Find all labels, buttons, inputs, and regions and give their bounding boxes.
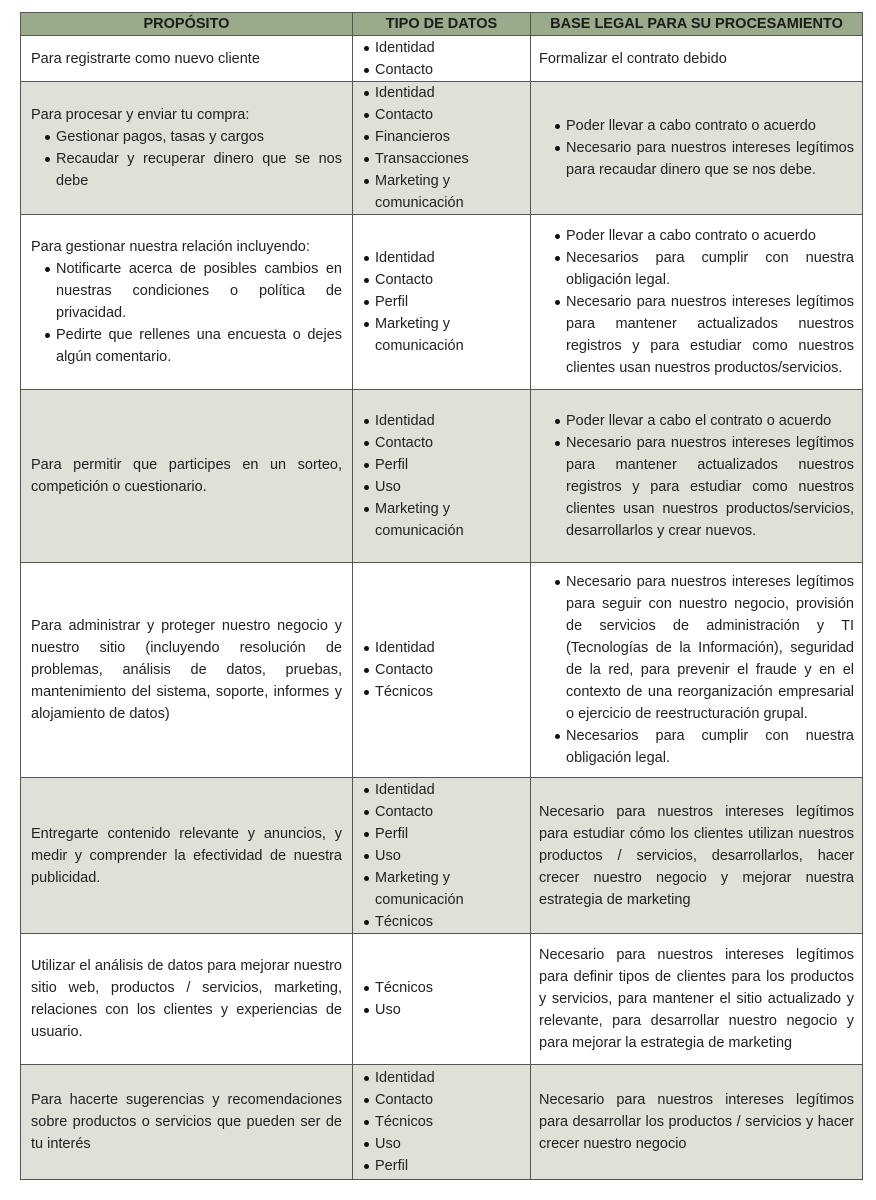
data-types-list (364, 82, 524, 214)
bullet-icon (364, 463, 369, 468)
bullet-icon (364, 322, 369, 327)
legal-basis-cell (531, 778, 863, 934)
bullet-icon (364, 1120, 369, 1125)
data-type-item-text: Identidad (375, 85, 435, 101)
bullet-icon (364, 113, 369, 118)
purpose-text: Para permitir que participes en un sorteo, competición o cuestionario. (31, 457, 342, 495)
bullet-icon (364, 46, 369, 51)
data-type-item (364, 313, 524, 357)
data-type-item-text: Marketing y comunicación (375, 869, 464, 908)
bullet-icon (364, 91, 369, 96)
data-type-item (364, 1067, 524, 1089)
table-row (21, 934, 863, 1065)
data-type-item (364, 659, 524, 681)
purpose-list-item (45, 126, 342, 148)
bullet-icon (364, 300, 369, 305)
data-type-item-text: Contacto (375, 662, 434, 678)
bullet-icon (45, 157, 50, 162)
purpose-text: Utilizar el análisis de datos para mejorar nuestro sitio web, productos / servicios, marketing, relaciones con los clientes y experiencias de usuario. (31, 958, 342, 1040)
legal-basis-item (555, 115, 854, 137)
bullet-icon (555, 146, 560, 151)
legal-basis-text: Formalizar el contrato debido (539, 50, 727, 67)
purpose-text: Para procesar y enviar tu compra: (31, 107, 250, 123)
purpose-list-item (45, 258, 342, 324)
legal-basis-item (555, 247, 854, 291)
data-type-item (364, 1155, 524, 1177)
data-type-item (364, 170, 524, 214)
data-types-cell (353, 934, 531, 1065)
table-row (21, 778, 863, 934)
bullet-icon (555, 419, 560, 424)
bullet-icon (555, 734, 560, 739)
data-processing-table (20, 12, 863, 1180)
table-row (21, 82, 863, 215)
data-type-item (364, 476, 524, 498)
bullet-icon (364, 920, 369, 925)
data-types-cell (353, 82, 531, 215)
data-type-item-text: Perfil (375, 1158, 409, 1174)
data-type-item-text: Perfil (375, 457, 409, 473)
legal-basis-list (539, 571, 854, 769)
bullet-icon (364, 157, 369, 162)
purpose-list-item (45, 148, 342, 192)
table-row (21, 1065, 863, 1180)
data-type-item (364, 269, 524, 291)
data-type-item-text: Técnicos (375, 980, 434, 996)
data-type-item-text: Uso (375, 847, 401, 864)
data-type-item-text: Identidad (375, 1070, 435, 1086)
bullet-icon (364, 690, 369, 695)
legal-basis-item-text: Necesarios para cumplir con nuestra obligación legal. (566, 250, 854, 288)
purpose-cell (21, 36, 353, 82)
purpose-cell (21, 390, 353, 563)
purpose-list-item-text: Pedirte que rellenes una encuesta o dejes algún comentario. (56, 327, 342, 365)
data-type-item-text: Contacto (375, 435, 434, 451)
legal-basis-cell (531, 1065, 863, 1180)
legal-basis-cell (531, 390, 863, 563)
legal-basis-item (555, 225, 854, 247)
purpose-cell (21, 563, 353, 778)
data-types-list (364, 637, 524, 703)
bullet-icon (555, 256, 560, 261)
legal-basis-item (555, 725, 854, 769)
data-types-cell (353, 215, 531, 390)
purpose-text: Para administrar y proteger nuestro negocio y nuestro sitio (incluyendo resolución de problemas, análisis de datos, pruebas, mantenimiento del sistema, soporte, informes y alojamiento de datos) (31, 618, 342, 722)
table-row (21, 390, 863, 563)
data-type-item (364, 148, 524, 170)
data-type-item (364, 104, 524, 126)
data-type-item (364, 911, 524, 933)
bullet-icon (45, 135, 50, 140)
bullet-icon (364, 256, 369, 261)
bullet-icon (364, 179, 369, 184)
data-type-item-text: Uso (375, 1002, 401, 1018)
data-type-item (364, 977, 524, 999)
legal-basis-cell (531, 82, 863, 215)
legal-basis-item (555, 410, 854, 432)
data-type-item-text: Técnicos (375, 1114, 434, 1130)
purpose-text: Para gestionar nuestra relación incluyendo: (31, 239, 310, 255)
data-type-item-text: Perfil (375, 294, 409, 310)
data-type-item-text: Contacto (375, 107, 434, 123)
bullet-icon (364, 441, 369, 446)
table-row (21, 36, 863, 82)
data-type-item (364, 1111, 524, 1133)
legal-basis-item (555, 571, 854, 725)
bullet-icon (555, 580, 560, 585)
data-type-item-text: Contacto (375, 1092, 434, 1108)
data-type-item (364, 82, 524, 104)
bullet-icon (364, 832, 369, 837)
data-type-item (364, 637, 524, 659)
bullet-icon (364, 507, 369, 512)
data-type-item-text: Identidad (375, 781, 435, 798)
legal-basis-item (555, 137, 854, 181)
data-types-cell (353, 563, 531, 778)
bullet-icon (364, 854, 369, 859)
data-type-item (364, 432, 524, 454)
data-type-item (364, 291, 524, 313)
bullet-icon (555, 234, 560, 239)
purpose-cell (21, 934, 353, 1065)
legal-basis-item (555, 291, 854, 379)
data-type-item (364, 247, 524, 269)
bullet-icon (555, 441, 560, 446)
data-type-item-text: Identidad (375, 413, 435, 429)
data-type-item-text: Técnicos (375, 684, 434, 700)
legal-basis-item-text: Necesario para nuestros intereses legítimos para seguir con nuestro negocio, provisión de servicios de administración y TI (Tecnologías de la Información), seguridad de la red, para prevenir el fraude y en el contexto de una reorganización empresarial o ejercicio de reestructuración grupal. (566, 574, 854, 722)
data-type-item (364, 126, 524, 148)
bullet-icon (555, 300, 560, 305)
data-types-cell (353, 1065, 531, 1180)
bullet-icon (364, 1008, 369, 1013)
legal-basis-text: Necesario para nuestros intereses legítimos para estudiar cómo los clientes utilizan nuestros productos / servicios, desarrollarlos, hacer crecer nuestro negocio y mejorar nuestra estrategia de marketing (539, 803, 854, 908)
data-type-item (364, 59, 524, 81)
bullet-icon (364, 788, 369, 793)
bullet-icon (364, 278, 369, 283)
legal-basis-item-text: Necesarios para cumplir con nuestra obligación legal. (566, 728, 854, 766)
data-type-item-text: Técnicos (375, 913, 434, 930)
purpose-text: Para hacerte sugerencias y recomendaciones sobre productos o servicios que pueden ser de tu interés (31, 1092, 342, 1152)
data-type-item-text: Uso (375, 479, 401, 495)
legal-basis-item (555, 432, 854, 542)
data-types-list (364, 977, 524, 1021)
legal-basis-item-text: Necesario para nuestros intereses legítimos para mantener actualizados nuestros registros y para estudiar como nuestros clientes usan nuestros productos/servicios. (566, 294, 854, 376)
bullet-icon (364, 419, 369, 424)
data-type-item-text: Perfil (375, 825, 409, 842)
data-type-item (364, 845, 524, 867)
legal-basis-cell (531, 934, 863, 1065)
data-type-item (364, 823, 524, 845)
bullet-icon (364, 1098, 369, 1103)
legal-basis-item-text: Necesario para nuestros intereses legítimos para recaudar dinero que se nos debe. (566, 140, 854, 178)
data-types-cell (353, 390, 531, 563)
bullet-icon (45, 333, 50, 338)
data-type-item (364, 498, 524, 542)
bullet-icon (364, 810, 369, 815)
data-types-list (364, 1067, 524, 1177)
purpose-text: Entregarte contenido relevante y anuncios, y medir y comprender la efectividad de nuestra publicidad. (31, 825, 342, 886)
purpose-cell (21, 1065, 353, 1180)
data-types-cell (353, 36, 531, 82)
data-type-item (364, 1089, 524, 1111)
table-row (21, 215, 863, 390)
data-type-item-text: Contacto (375, 803, 434, 820)
data-type-item (364, 681, 524, 703)
purpose-list-item-text: Recaudar y recuperar dinero que se nos debe (56, 151, 342, 189)
header-data-types: TIPO DE DATOS (353, 13, 531, 36)
legal-basis-list (539, 410, 854, 542)
data-type-item (364, 867, 524, 911)
data-type-item (364, 1133, 524, 1155)
purpose-text: Para registrarte como nuevo cliente (31, 50, 260, 67)
data-type-item-text: Marketing y comunicación (375, 316, 464, 354)
legal-basis-item-text: Necesario para nuestros intereses legítimos para mantener actualizados nuestros registros y para estudiar como nuestros clientes usan nuestros productos/servicios, desarrollarlos y crear nuevos. (566, 435, 854, 539)
table-header-row (21, 13, 863, 36)
data-type-item-text: Identidad (375, 640, 435, 656)
data-type-item-text: Contacto (375, 272, 434, 288)
data-type-item (364, 454, 524, 476)
legal-basis-item-text: Poder llevar a cabo el contrato o acuerdo (566, 413, 832, 429)
data-type-item (364, 801, 524, 823)
data-type-item-text: Contacto (375, 61, 434, 78)
data-type-item (364, 779, 524, 801)
legal-basis-text: Necesario para nuestros intereses legítimos para desarrollar los productos / servicios y hacer crecer nuestro negocio (539, 1092, 854, 1152)
bullet-icon (364, 1076, 369, 1081)
bullet-icon (364, 1142, 369, 1147)
data-types-list (364, 37, 524, 81)
data-type-item-text: Identidad (375, 250, 435, 266)
purpose-list-item (45, 324, 342, 368)
purpose-list-item-text: Notificarte acerca de posibles cambios en nuestras condiciones o política de privacidad. (56, 261, 342, 321)
data-type-item (364, 410, 524, 432)
data-type-item-text: Marketing y comunicación (375, 501, 464, 539)
bullet-icon (364, 646, 369, 651)
legal-basis-cell (531, 563, 863, 778)
purpose-list-item-text: Gestionar pagos, tasas y cargos (56, 129, 264, 145)
purpose-cell (21, 82, 353, 215)
bullet-icon (364, 986, 369, 991)
purpose-list (31, 126, 342, 192)
data-type-item-text: Financieros (375, 129, 450, 145)
legal-basis-item-text: Poder llevar a cabo contrato o acuerdo (566, 118, 816, 134)
header-legal-basis: BASE LEGAL PARA SU PROCESAMIENTO (531, 13, 863, 36)
bullet-icon (364, 135, 369, 140)
data-types-list (364, 779, 524, 933)
purpose-cell (21, 778, 353, 934)
purpose-list (31, 258, 342, 368)
data-type-item-text: Transacciones (375, 151, 469, 167)
data-types-cell (353, 778, 531, 934)
legal-basis-list (539, 115, 854, 181)
data-types-list (364, 247, 524, 357)
legal-basis-cell (531, 36, 863, 82)
header-purpose: PROPÓSITO (21, 13, 353, 36)
purpose-cell (21, 215, 353, 390)
bullet-icon (364, 485, 369, 490)
bullet-icon (364, 68, 369, 73)
bullet-icon (364, 1164, 369, 1169)
data-type-item-text: Uso (375, 1136, 401, 1152)
bullet-icon (555, 124, 560, 129)
data-type-item (364, 37, 524, 59)
data-type-item-text: Identidad (375, 39, 435, 56)
table-row (21, 563, 863, 778)
bullet-icon (364, 668, 369, 673)
data-types-list (364, 410, 524, 542)
legal-basis-item-text: Poder llevar a cabo contrato o acuerdo (566, 228, 816, 244)
bullet-icon (45, 267, 50, 272)
legal-basis-text: Necesario para nuestros intereses legítimos para definir tipos de clientes para los productos y servicios, para mantener el sitio actualizado y relevante, para desarrollar nuestro negocio y para mejorar la estrategia de marketing (539, 947, 854, 1051)
bullet-icon (364, 876, 369, 881)
legal-basis-list (539, 225, 854, 379)
data-type-item-text: Marketing y comunicación (375, 173, 464, 211)
data-type-item (364, 999, 524, 1021)
legal-basis-cell (531, 215, 863, 390)
